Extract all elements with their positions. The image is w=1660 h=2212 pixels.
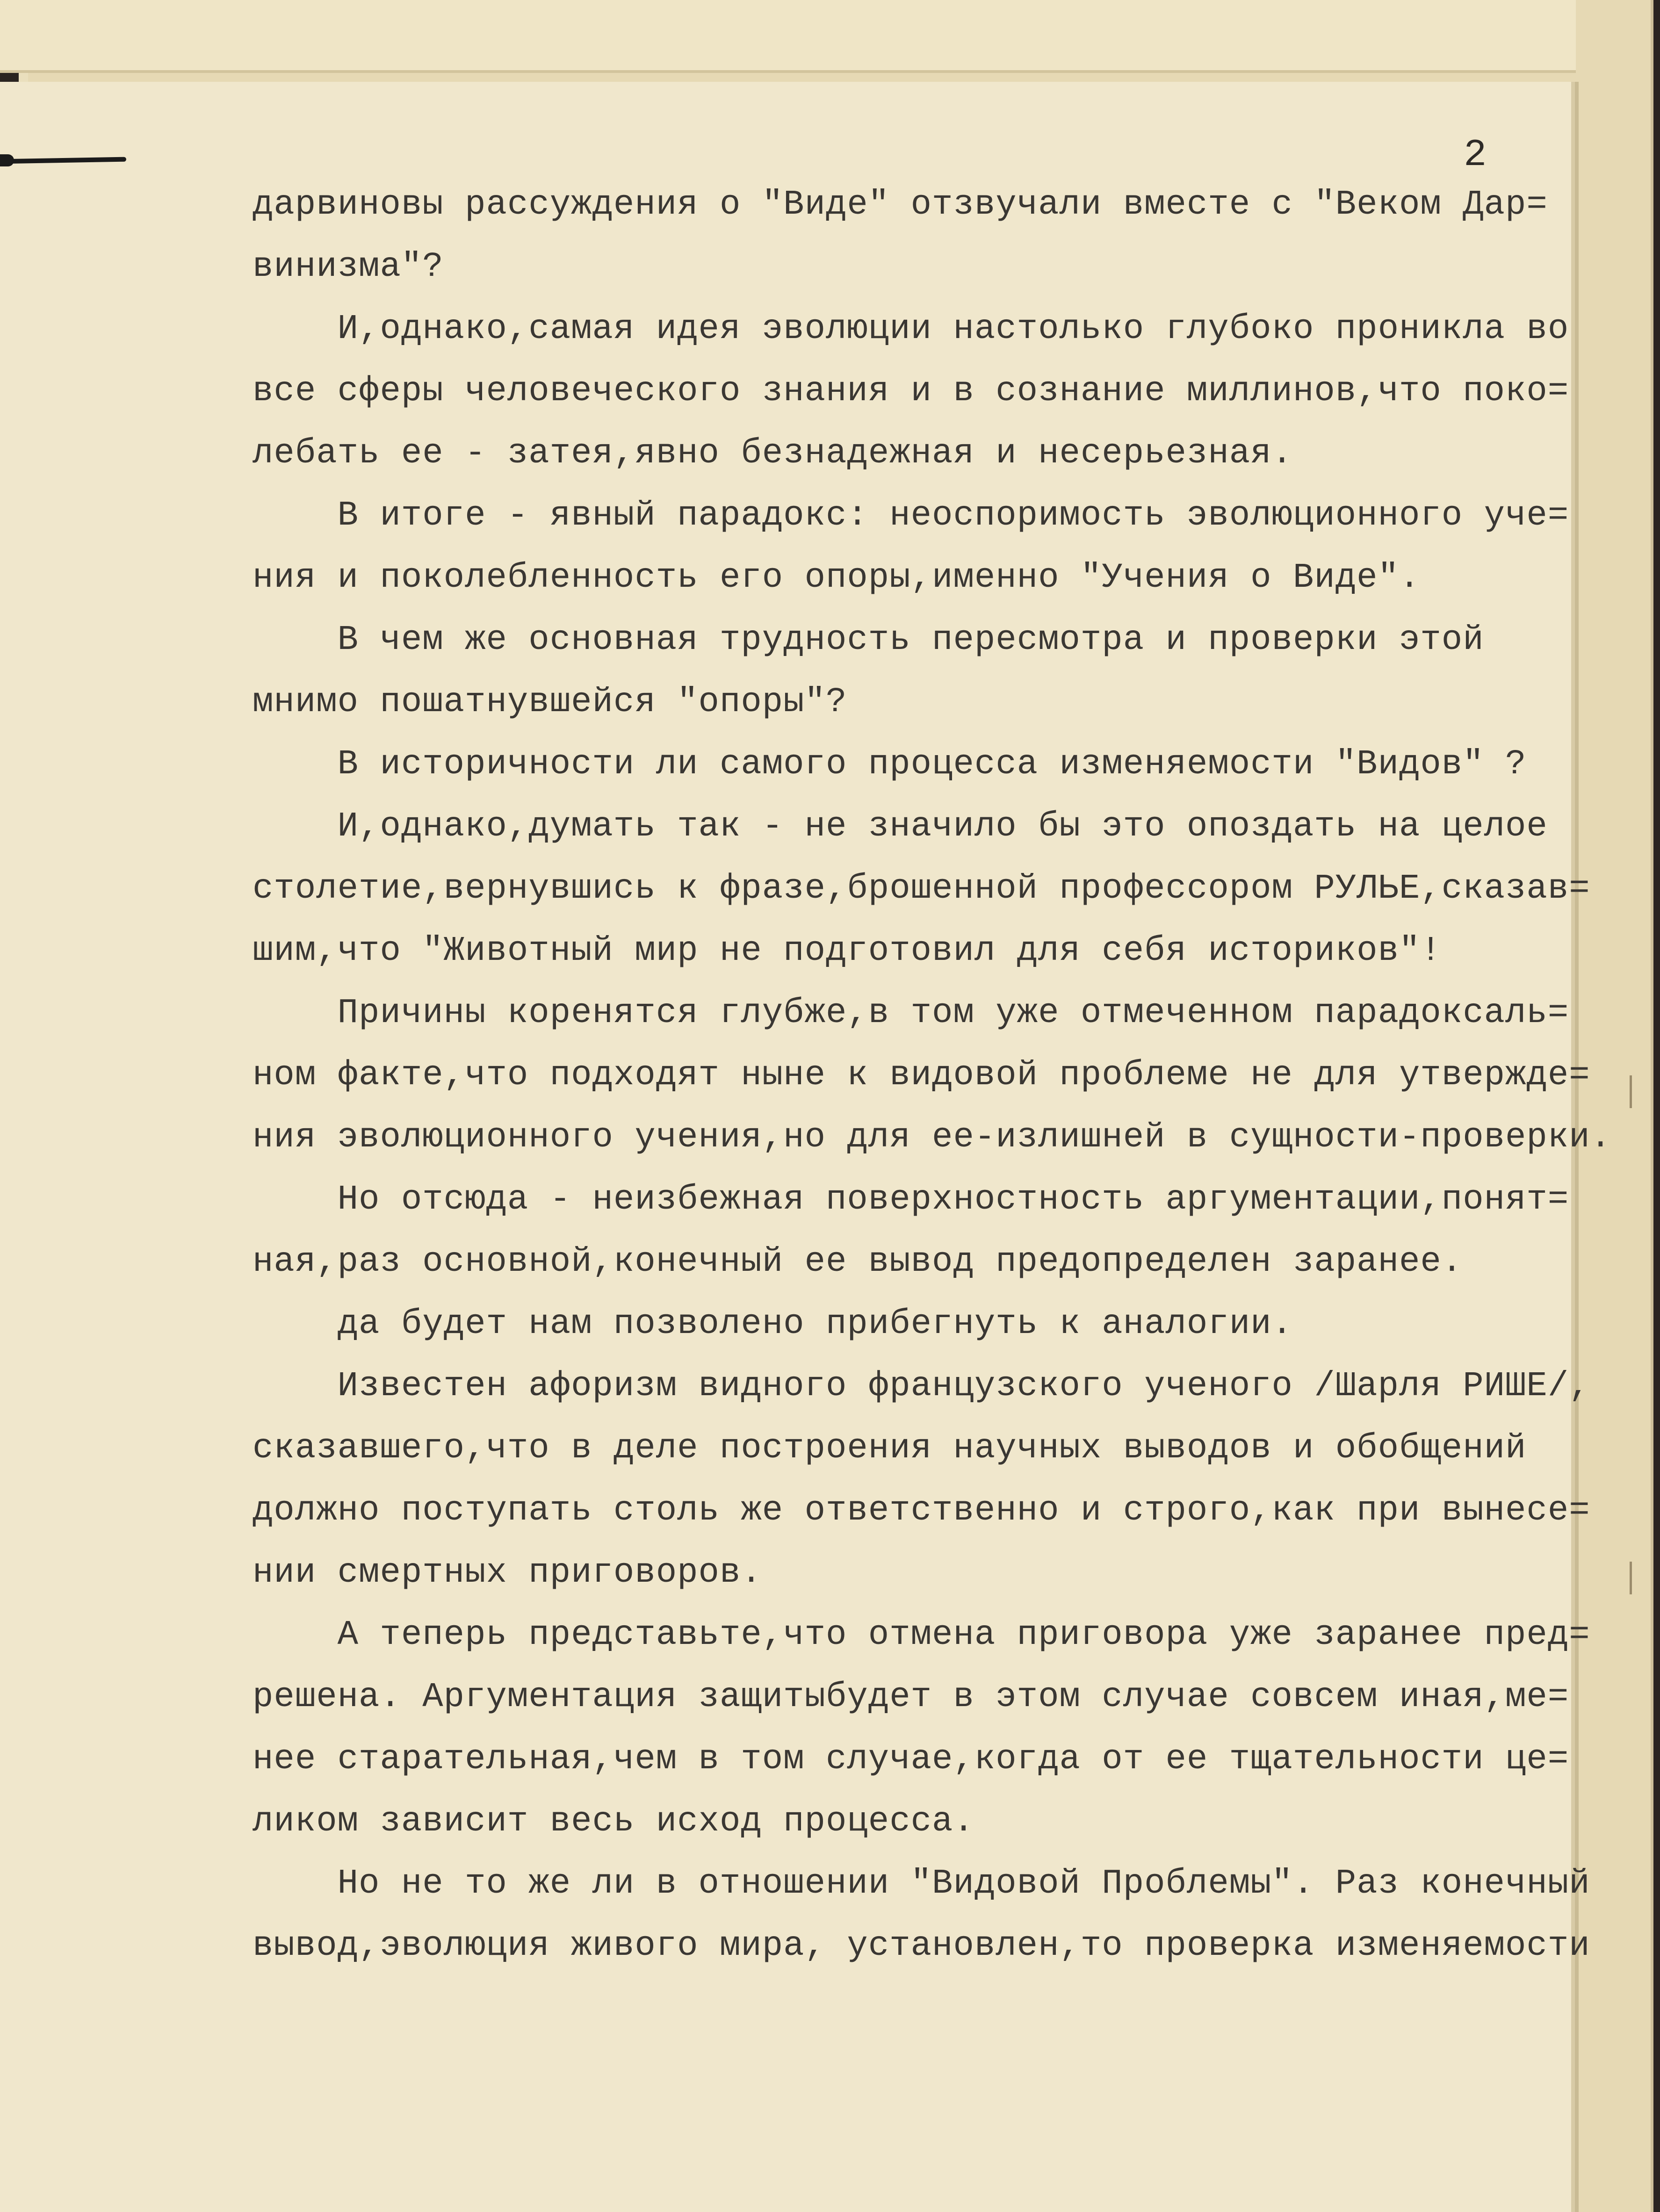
text-line: все сферы человеческого знания и в сознание миллинов,что поко= — [253, 372, 1569, 411]
text-line: должно поступать столь же ответственно и строго,как при вынесе= — [253, 1491, 1590, 1530]
page-number: 2 — [1464, 133, 1487, 177]
text-line: Причины коренятся глубже,в том уже отмеченном парадоксаль= — [253, 994, 1569, 1033]
text-line: винизма"? — [253, 247, 444, 287]
paper-edge-mark — [1619, 1075, 1632, 1108]
text-line: ния эволюционного учения,но для ее-излишней в сущности-проверки. — [253, 1118, 1612, 1157]
text-line: столетие,вернувшись к фразе,брошенной профессором РУЛЬЕ,сказав= — [253, 869, 1590, 908]
binding-thread — [0, 154, 126, 166]
text-line: нее старательная,чем в том случае,когда от ее тщательности це= — [253, 1740, 1569, 1779]
text-line: да будет нам позволено прибегнуть к аналогии. — [253, 1304, 1293, 1344]
text-line: И,однако,самая идея эволюции настолько глубоко проникла во — [253, 310, 1569, 349]
text-line: И,однако,думать так - не значило бы это опоздать на целое — [253, 807, 1548, 846]
text-line: вывод,эволюция живого мира, установлен,то проверка изменяемости — [253, 1926, 1590, 1966]
text-line: ном факте,что подходят ныне к видовой проблеме не для утвержде= — [253, 1056, 1590, 1095]
text-line: решена. Аргументация защитыбудет в этом случае совсем иная,ме= — [253, 1678, 1569, 1717]
text-line: В чем же основная трудность пересмотра и проверки этой — [253, 620, 1484, 660]
text-line: ликом зависит весь исход процесса. — [253, 1802, 974, 1841]
text-line: Известен афоризм видного французского ученого /Шарля РИШЕ/, — [253, 1367, 1590, 1406]
text-line: нии смертных приговоров. — [253, 1553, 762, 1592]
text-line: В итоге - явный парадокс: неоспоримость эволюционного уче= — [253, 496, 1569, 535]
text-line: шим,что "Животный мир не подготовил для себя историков"! — [253, 931, 1442, 971]
text-line: А теперь представьте,что отмена приговора уже заранее пред= — [253, 1615, 1590, 1655]
text-line: мнимо пошатнувшейся "опоры"? — [253, 683, 847, 722]
text-line: ная,раз основной,конечный ее вывод предопределен заранее. — [253, 1242, 1463, 1282]
thread-line — [0, 157, 126, 164]
text-line: Но отсюда - неизбежная поверхностность аргументации,понят= — [253, 1180, 1569, 1219]
text-line: ния и поколебленность его опоры,именно "Учения о Виде". — [253, 558, 1421, 598]
text-line: сказавшего,что в деле построения научных выводов и обобщений — [253, 1429, 1527, 1468]
previous-sheet-strip — [0, 0, 1576, 73]
paper-edge-mark — [1619, 1562, 1632, 1594]
text-line: Но не то же ли в отношении "Видовой Проблемы". Раз конечный — [253, 1864, 1590, 1903]
text-line: лебать ее - затея,явно безнадежная и несерьезная. — [253, 434, 1293, 473]
typewritten-text — [253, 174, 1612, 1977]
text-line: дарвиновы рассуждения о "Виде" отзвучали вместе с "Веком Дар= — [253, 185, 1548, 224]
text-line: В историчности ли самого процесса изменяемости "Видов" ? — [253, 745, 1527, 784]
thread-knot — [0, 154, 14, 166]
